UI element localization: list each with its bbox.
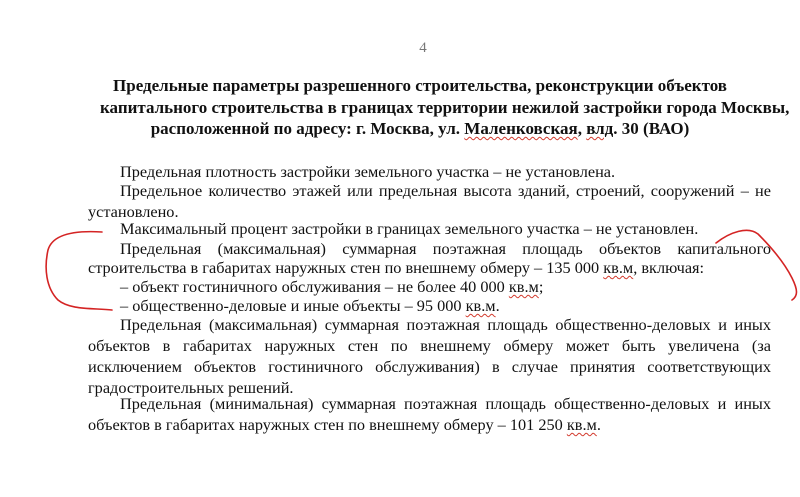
max-area-text: строительства в габаритах наружных стен по внешнему обмеру – 135 000 bbox=[88, 258, 604, 277]
hotel-tail: ; bbox=[538, 277, 544, 296]
area-unit: кв.м bbox=[603, 258, 634, 277]
title-address-suffix: . 30 (ВАО) bbox=[613, 119, 690, 138]
max-area-tail: , включая: bbox=[633, 258, 705, 277]
business-text: – общественно-деловые и иные объекты – 95 000 bbox=[120, 296, 466, 315]
title-line-2: капитального строительства в границах территории нежилой застройки города Москвы, bbox=[100, 97, 790, 117]
street-name: Маленковская bbox=[464, 119, 578, 138]
area-unit: кв.м bbox=[465, 296, 496, 315]
area-unit: кв.м bbox=[508, 277, 539, 296]
title-line-1: Предельные параметры разрешенного строительства, реконструкции объектов bbox=[113, 76, 727, 95]
business-tail: . bbox=[495, 296, 500, 315]
area-unit: кв.м bbox=[566, 415, 597, 434]
title-line-3 bbox=[100, 118, 740, 140]
paragraph-increase: Предельная (максимальная) суммарная поэтажная площадь общественно-деловых и иных объектов в габаритах наружных стен по внешнему обмеру может быть увеличена (за исключением объектов гостиничного обслуживания) в случае принятия соответствующих градостроительных решений. bbox=[88, 315, 771, 397]
list-item-hotel bbox=[120, 276, 771, 297]
building-abbreviation: влд bbox=[586, 119, 614, 138]
page-number: 4 bbox=[419, 40, 427, 56]
title-address-prefix: расположенной по адресу: г. Москва, ул. bbox=[150, 119, 465, 138]
min-area-tail: . bbox=[596, 415, 601, 434]
paragraph-density: Предельная плотность застройки земельного участка – не установлена. bbox=[120, 162, 616, 181]
min-area-text: Предельная (минимальная) суммарная поэтажная площадь общественно-деловых и иных объектов в габаритах наружных стен по внешнему обмеру – 101 250 bbox=[88, 394, 771, 434]
paragraph-max-area-line-1: Предельная (максимальная) суммарная поэтажная площадь объектов капитального bbox=[120, 239, 771, 258]
paragraph-max-area-line-2 bbox=[88, 257, 771, 278]
paragraph-floors: Предельное количество этажей или предельная высота зданий, строений, сооружений – не установлено. bbox=[88, 181, 771, 221]
title-separator: , bbox=[577, 119, 587, 138]
list-item-business bbox=[120, 295, 771, 316]
paragraph-coverage: Максимальный процент застройки в границах земельного участка – не установлен. bbox=[120, 219, 699, 238]
document-title bbox=[100, 75, 790, 140]
paragraph-min-area bbox=[88, 393, 771, 435]
hotel-text: – объект гостиничного обслуживания – не более 40 000 bbox=[120, 277, 509, 296]
